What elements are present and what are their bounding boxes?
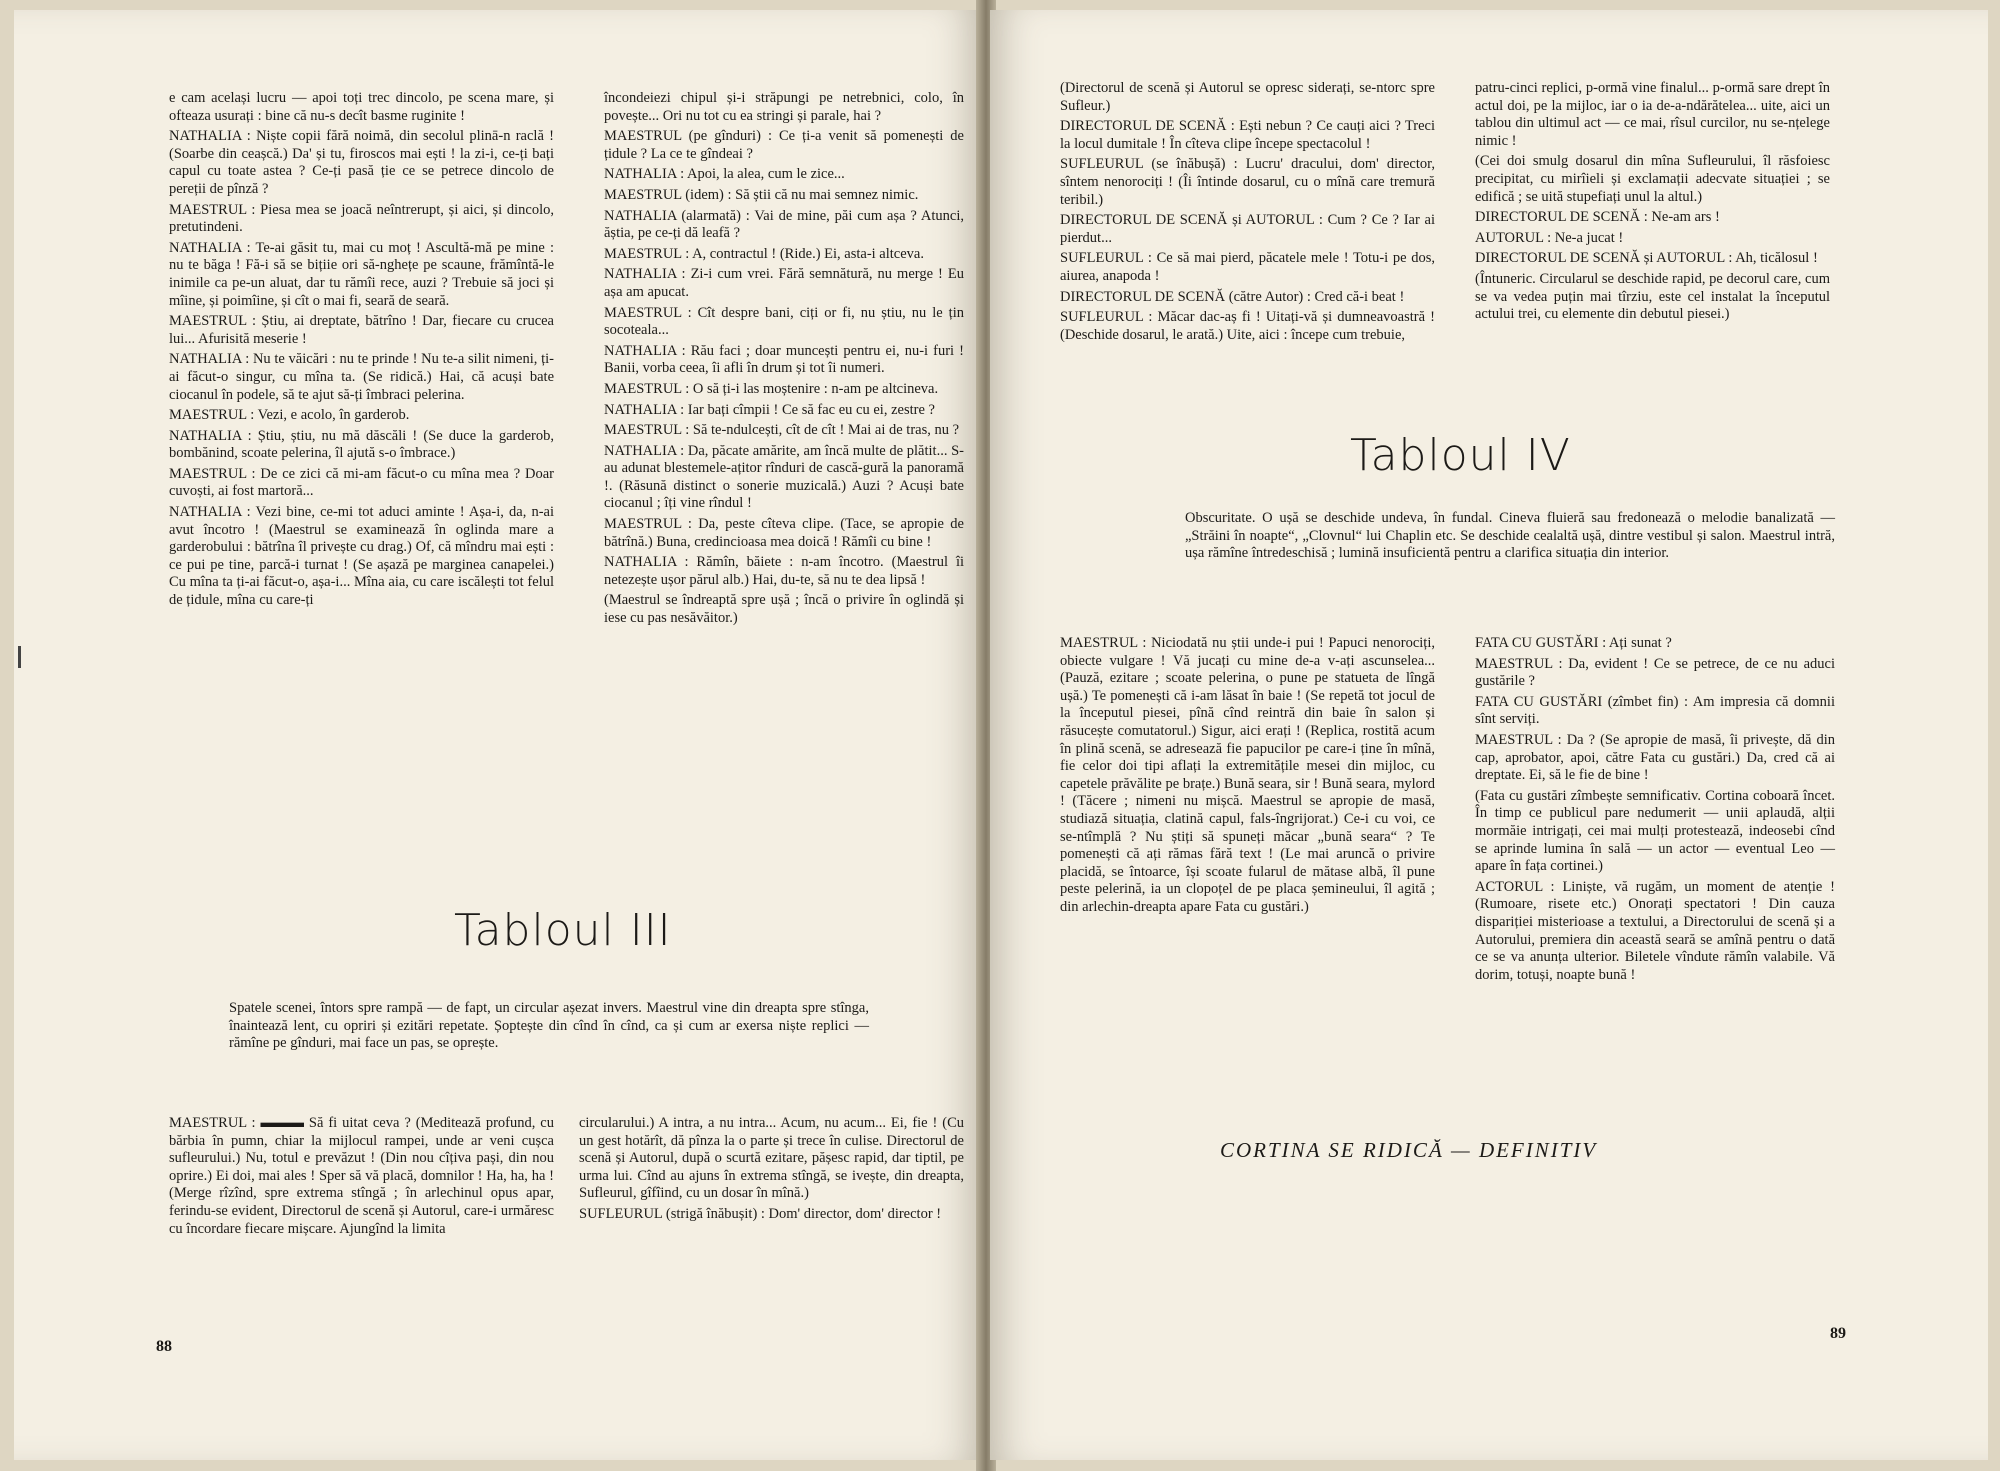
dialogue-paragraph: NATHALIA : Rămîn, băiete : n-am încotro. (Maestrul îi netezește ușor părul alb.) Hai, du-te, să nu te dea lipsă ! (604, 554, 964, 588)
dialogue-paragraph: NATHALIA : Iar bați cîmpii ! Ce să fac eu cu ei, zestre ? (604, 401, 935, 418)
dialogue-paragraph: patru-cinci replici, p-ormă vine finalul... p-ormă sare drept în actul doi, pe la mijloc, iar o ia de-a-ndărătelea... uite, aici un tablou din ultimul act — ce mai, rîsul curcilor, nu se-nțelege nimic ! (1475, 80, 1830, 149)
dialogue-paragraph: (Directorul de scenă și Autorul se opresc siderați, se-ntorc spre Sufleur.) (1060, 80, 1435, 114)
dialogue-paragraph: circularului.) A intra, a nu intra... Acum, nu acum... Ei, fie ! (Cu un gest hotărît, dă pînza la o parte și trece în culise. Directorul de scenă și Autorul, după o scurtă ezitare, pășesc rapid, dar tiptil, pe urma lui. Cînd au ajuns în extrema stîngă, se ivește, din dreapta, Sufleurul, gîfîind, cu un dosar în mînă.) (579, 1115, 964, 1202)
dialogue-paragraph: MAESTRUL : Să te-ndulcești, cît de cît ! Mai ai de tras, nu ? (604, 422, 960, 439)
right-page (990, 10, 1988, 1460)
dialogue-paragraph: e cam același lucru — apoi toți trec dincolo, pe scena mare, și ofteaza usurați : bine că nu-s decît basme ruginite ! (169, 90, 554, 124)
dialogue-paragraph: MAESTRUL (idem) : Să știi că nu mai semnez nimic. (604, 186, 919, 203)
dialogue-paragraph: FATA CU GUSTĂRI (zîmbet fin) : Am impresia că domnii sînt serviți. (1475, 693, 1835, 728)
dialogue-paragraph: MAESTRUL : De ce zici că mi-am făcut-o cu mîna mea ? Doar cuvoști, ai fost martoră... (169, 465, 554, 500)
dialogue-paragraph: DIRECTORUL DE SCENĂ : Ne-am ars ! (1475, 209, 1720, 226)
dialogue-paragraph: MAESTRUL : Da, evident ! Ce se petrece, de ce nu aduci gustările ? (1475, 655, 1835, 690)
dialogue-paragraph: NATHALIA (alarmată) : Vai de mine, păi cum așa ? Atunci, ăștia, pe ce-ți dă leafă ? (604, 207, 964, 242)
dialogue-paragraph: (Întuneric. Circularul se deschide rapid, pe decorul care, cum se va vedea puțin mai tîrziu, este cel instalat la începutul actului trei, cu elemente din debutul piesei.) (1475, 270, 1830, 323)
dialogue-paragraph: DIRECTORUL DE SCENĂ și AUTORUL : Ah, ticălosul ! (1475, 250, 1818, 267)
final-line: CORTINA SE RIDICĂ — DEFINITIV (1220, 1138, 1598, 1162)
right-column-3 (1060, 635, 1435, 920)
dialogue-paragraph: (Maestrul se îndreaptă spre ușă ; încă o privire în oglindă și iese cu pas nesăvăitor.) (604, 592, 964, 627)
dialogue-paragraph: MAESTRUL : Știu, ai dreptate, bătrîno ! Dar, fiecare cu crucea lui... Afurisită meserie ! (169, 313, 554, 347)
dialogue-paragraph: MAESTRUL : Da ? (Se apropie de masă, îi privește, dă din cap, aprobator, apoi, către Fata cu gustări.) Da, cred că ai dreptate. Ei, să le fie de bine ! (1475, 731, 1835, 784)
dialogue-paragraph: MAESTRUL : O să ți-i las moștenire : n-am pe altcineva. (604, 380, 939, 397)
dialogue-paragraph: MAESTRUL : Vezi, e acolo, în garderob. (169, 407, 410, 424)
dialogue-paragraph: NATHALIA : Niște copii fără noimă, din secolul plinā-n raclă ! (Soarbe din ceașcă.) Da' și tu, firoscos mai ești ! la zi-i, ce-ți bați capul cu toate astea ? Ce-ți pasă ție ce se petrece dincolo de pereții de pînză ? (169, 128, 554, 197)
dialogue-paragraph: FATA CU GUSTĂRI : Ați sunat ? (1475, 635, 1672, 651)
dialogue-paragraph: NATHALIA : Zi-i cum vrei. Fără semnătură, nu merge ! Eu așa am apucat. (604, 266, 964, 300)
dialogue-paragraph: NATHALIA : Vezi bine, ce-mi tot aduci aminte ! Așa-i, da, n-ai avut încotro ! (Maestrul se examinează în oglinda mare a garderobului : bătrîna îl privește cu drag.) Of, că mîndru mai ești : ce pui pe tine, parcă-i turnat ! (Se așază pe marginea canapelei.) Cu mîna ta ți-ai făcut-o, așa-i... Mîna aia, cu care iscălești tot felul de țidule, mîna cu care-ți (169, 504, 554, 609)
dialogue-paragraph: NATHALIA : Apoi, la alea, cum le zice... (604, 166, 845, 183)
page-number-left: 88 (156, 1338, 172, 1355)
tablou-4-title: Tabloul IV (1350, 430, 1571, 481)
dialogue-paragraph: MAESTRUL : ▬▬▬ Să fi uitat ceva ? (Meditează profund, cu bărbia în pumn, chiar la mijlocul rampei, unde ar veni cușca sufleurului.) Nu, totul e prevăzut ! (Din nou cîțiva pași, din nou oprire.) Ei doi, mai ales ! Sper să vă placă, domnilor ! Ha, ha, ha ! (Merge rîzînd, spre extrema stîngă ; în arlechinul opus apar, ferindu-se evident, Directorul de scenă și Autorul, care-i urmăresc cu încordare fiecare mișcare. Ajungînd la limita (169, 1115, 554, 1237)
margin-mark (18, 646, 21, 668)
dialogue-paragraph: SUFLEURUL (strigă înăbușit) : Dom' director, dom' director ! (579, 1205, 942, 1222)
dialogue-paragraph: AUTORUL : Ne-a jucat ! (1475, 229, 1624, 246)
dialogue-paragraph: DIRECTORUL DE SCENĂ (către Autor) : Cred că-i beat ! (1060, 288, 1405, 305)
left-page (14, 10, 980, 1460)
dialogue-paragraph: NATHALIA : Rău faci ; doar muncești pentru ei, nu-i furi ! Banii, vorba ceea, îi afli în drum și tot îi numeri. (604, 342, 964, 377)
dialogue-paragraph: NATHALIA : Da, păcate amărite, am încă multe de plătit... S-au adunat blestemele-ațitor rînduri de cască-gură la panoramă !. (Răsună distinct o sonerie muzicală.) Auzi ? Acuși bate ciocanul ; îți vine rîndul ! (604, 442, 964, 512)
dialogue-paragraph: SUFLEURUL : Măcar dac-aș fi ! Uitați-vă și dumneavoastră ! (Deschide dosarul, le arată.) Uite, aici : începe cum trebuie, (1060, 309, 1435, 343)
right-column-2 (1475, 80, 1830, 327)
dialogue-paragraph: DIRECTORUL DE SCENĂ : Ești nebun ? Ce cauți aici ? Treci la locul dumitale ! În cîteva clipe începe spectacolul ! (1060, 118, 1435, 152)
dialogue-paragraph: NATHALIA : Te-ai găsit tu, mai cu moț ! Ascultă-mă pe mine : nu te băga ! Fă-i să se bițiie ori să-nghețe pe scaune, frămîntă-le inimile ca pe-un aluat, dar tu rămîi rece, auzi ? Trebuie să joci și mîine, și poimîine, și cît o mai fi, seară de seară. (169, 239, 554, 309)
dialogue-paragraph: DIRECTORUL DE SCENĂ și AUTORUL : Cum ? Ce ? Iar ai pierdut... (1060, 212, 1435, 246)
dialogue-paragraph: MAESTRUL (pe gînduri) : Ce ți-a venit să pomenești de țidule ? La ce te gîndeai ? (604, 128, 964, 162)
left-column-4 (579, 1115, 964, 1227)
dialogue-paragraph: SUFLEURUL (se înăbușă) : Lucru' dracului, dom' director, sîntem nenorociți ! (Îi întinde dosarul, cu o mînă care tremură teribil.) (1060, 156, 1435, 208)
right-column-1 (1060, 80, 1435, 347)
right-column-4 (1475, 635, 1835, 987)
left-column-1 (169, 90, 554, 613)
dialogue-paragraph: MAESTRUL : Niciodată nu știi unde-i pui ! Papuci nenorociți, obiecte vulgare ! Vă jucați cu mine de-a v-ați ascunselea... (Pauză, ezitare ; scoate pelerina, o pune pe statueta de lîngă ușă.) Te pomenești că i-am lăsat în baie ! (Se repetă tot jocul de la începutul piesei, pînă cînd reintră din baie în salon și răsucește comutatorul.) Sigur, aici erați ! (Replica, rostită acum în plină scenă, se adresează fie papucilor pe care-i ține în mînă, fie celor doi tipi aflați la extremitățile mesei din mijloc, cu capetele prăvălite pe brațe.) Bună seara, sir ! Bună seara, mylord ! (Tăcere ; nimeni nu mișcă. Maestrul se apropie de masă, studiază situația, clatină capul, fals-îngrijorat.) Ce-i cu voi, ce se-ntîmplă ? Nu știți să spuneți măcar „bună seara“ ? Te pomenești că ați rămas fără text ! (Le mai aruncă o privire placidă, se întoarce, își scoate fularul de mătase albă, îl pune peste pelerină, ia un clopoțel de pe placa șemineului, îl agită ; din arlechin-dreapta apare Fata cu gustări.) (1060, 635, 1435, 915)
left-column-2 (604, 90, 964, 631)
dialogue-paragraph: NATHALIA : Știu, știu, nu mă dăscăli ! (Se duce la garderob, bombănind, scoate pelerina, îl ajută s-o îmbrace.) (169, 427, 554, 462)
dialogue-paragraph: NATHALIA : Nu te văicări : nu te prinde ! Nu te-a silit nimeni, ți-ai făcut-o singur, cu mîna ta. (Se ridică.) Hai, că acuși bate ciocanul în podele, să te ajut să-ți îmbraci pelerina. (169, 351, 554, 403)
page-number-right: 89 (1830, 1325, 1846, 1342)
dialogue-paragraph: MAESTRUL : Piesa mea se joacă neîntrerupt, și aici, și dincolo, pretutindeni. (169, 201, 554, 236)
dialogue-paragraph: MAESTRUL : A, contractul ! (Ride.) Ei, asta-i altceva. (604, 245, 924, 262)
dialogue-paragraph: încondeiezi chipul și-i străpungi pe netrebnici, colo, în povește... Ori nu tot cu ea stringi și parale, hai ? (604, 90, 964, 124)
tablou-3-intro: Spatele scenei, întors spre rampă — de fapt, un circular așezat invers. Maestrul vine din dreapta spre stînga, înaintează lent, cu opriri și ezitări repetate. Șoptește din cînd în cînd, ca și cum ar exersa niște replici — rămîne pe gînduri, mai face un pas, se oprește. (229, 1000, 869, 1052)
tablou-4-intro: Obscuritate. O ușă se deschide undeva, în fundal. Cineva fluieră sau fredonează o melodie banalizată — „Străini în noapte“, „Clovnul“ lui Chaplin etc. Se deschide cealaltă ușă, dintre vestibul și salon. Maestrul intră, ușa rămîne întredeschisă ; lumină insuficientă pentru a clarifica situația din interior. (1185, 510, 1835, 562)
dialogue-paragraph: MAESTRUL : Cît despre bani, ciți or fi, nu știu, nu le țin socoteala... (604, 304, 964, 339)
dialogue-paragraph: SUFLEURUL : Ce să mai pierd, păcatele mele ! Totu-i pe dos, aiurea, anapoda ! (1060, 250, 1435, 284)
dialogue-paragraph: (Fata cu gustări zîmbește semnificativ. Cortina coboară încet. În timp ce publicul pare nedumerit — unii aplaudă, alții mormăie intrigați, cei mai mulți protestează, indeosebi cînd se aprinde lumina în sală — un actor — eventual Leo — apare în fața cortinei.) (1475, 787, 1835, 875)
dialogue-paragraph: (Cei doi smulg dosarul din mîna Sufleurului, îl răsfoiesc precipitat, cu mirîieli și exclamații adecvate situației ; se edifică ; se uită stupefiați unul la altul.) (1475, 153, 1830, 205)
tablou-3-title: Tabloul III (454, 905, 672, 956)
dialogue-paragraph: MAESTRUL : Da, peste cîteva clipe. (Tace, se apropie de bătrînă.) Buna, credincioasa mea doică ! Rămîi cu bine ! (604, 516, 964, 550)
dialogue-paragraph: ACTORUL : Liniște, vă rugăm, un moment de atenție ! (Rumoare, risete etc.) Onorați spectatori ! Din cauza dispariției misterioase a textului, a Directorului de scenă și a Autorului, premiera din această seară se amînă pentru o dată ce se va anunța ulterior. Biletele vîndute rămîn valabile. Vă dorim, totuși, noapte bună ! (1475, 878, 1835, 983)
left-column-3 (169, 1115, 554, 1241)
